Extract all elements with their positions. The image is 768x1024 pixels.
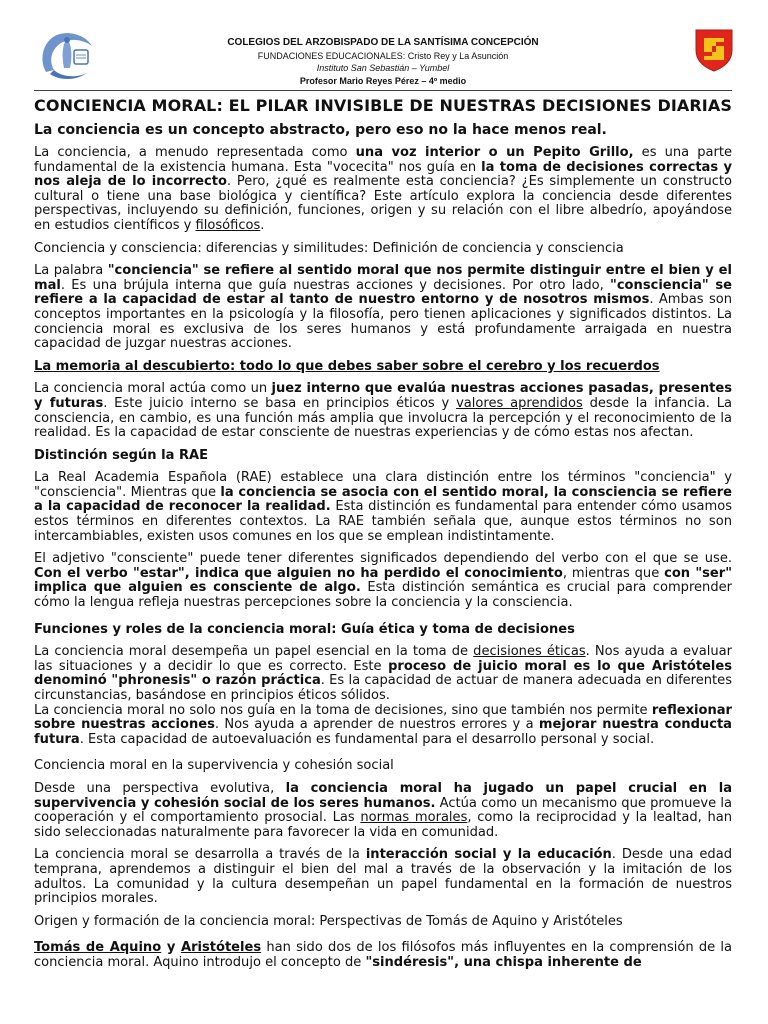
link-tomas-de-aquino[interactable]: Tomás de Aquino (34, 940, 162, 956)
link-aristoteles[interactable]: Aristóteles (180, 940, 262, 956)
paragraph-rae: La Real Academia Española (RAE) establece una clara distinción entre los términos "conciencia" y "consciencia". Mientras que la conciencia se asocia con el sentido moral, la consciencia se refiere a la capacidad de reconocer la realidad. Esta distinción es fundamental para entender cómo usamos estos términos en diferentes contextos. La RAE también señala que, aunque estos términos no son intercambiables, existen usos comunes en los que se emplean indistintamente. (34, 470, 732, 544)
heading-rae: Distinción según la RAE (34, 447, 209, 463)
teacher-line: Profesor Mario Reyes Pérez – 4º medio (299, 75, 467, 86)
document-subtitle: La conciencia es un concepto abstracto, pero eso no la hace menos real. (34, 122, 607, 138)
letterhead (34, 24, 732, 90)
link-memoria-heading[interactable]: La memoria al descubierto: todo lo que debes saber sobre el cerebro y los recuerdos (34, 358, 660, 374)
paragraph-intro: La conciencia, a menudo representada como una voz interior o un Pepito Grillo, es una parte fundamental de la existencia humana. Esta "vocecita" nos guía en la toma de decisiones correctas y nos aleja de lo incorrecto. Pero, ¿qué es realmente esta conciencia? ¿Es simplemente un constructo cultural o tiene una base biológica y científica? Este artículo explora la conciencia desde diferentes perspectivas, incluyendo su definición, funciones, origen y su relación con el libre albedrío, apoyándose en estudios científicos y filosóficos. (34, 145, 732, 233)
foundations-line: FUNDACIONES EDUCACIONALES: Cristo Rey y La Asunción (257, 50, 509, 61)
link-normas-morales[interactable]: normas morales (360, 810, 468, 826)
paragraph-aquino-aristoteles: Tomás de Aquino y Aristóteles han sido dos de los filósofos más influyentes en la comprensión de la conciencia moral. Aquino introdujo el concepto de "sindéresis", una chispa inherente de (34, 940, 733, 970)
paragraph-juez-interno: La conciencia moral actúa como un juez interno que evalúa nuestras acciones pasadas, presentes y futuras. Este juicio interno se basa en principios éticos y valores aprendidos desde la infancia. La consciencia, en cambio, es una función más amplia que involucra la percepción y el reconocimiento de la realidad. Es la capacidad de estar consciente de nuestras experiencias y de cómo estas nos afectan. (34, 381, 732, 441)
letterhead-text (34, 37, 732, 87)
paragraph-definition: La palabra "conciencia" se refiere al sentido moral que nos permite distinguir entre el bien y el mal. Es una brújula interna que guía nuestras acciones y decisiones. Por otro lado, "consciencia" se refiere a la capacidad de estar al tanto de nuestro entorno y de nosotros mismos. Ambas son conceptos importantes en la psicología y la filosofía, pero tienen aplicaciones y significados distintos. La conciencia moral es exclusiva de los seres humanos y está profundamente arraigada en nuestra capacidad de juzgar nuestras acciones. (34, 263, 733, 352)
document-title: CONCIENCIA MORAL: EL PILAR INVISIBLE DE NUESTRAS DECISIONES DIARIAS (34, 96, 732, 115)
header-divider (34, 90, 732, 91)
link-decisiones-eticas[interactable]: decisiones éticas (473, 644, 586, 660)
section-line-origen: Origen y formación de la conciencia moral: Perspectivas de Tomás de Aquino y Aristóteles (34, 913, 623, 929)
paragraph-decisiones-eticas: La conciencia moral desempeña un papel esencial en la toma de decisiones éticas. Nos ayuda a evaluar las situaciones y a decidir lo que es correcto. Este proceso de juicio moral es lo que Aristóteles denominó "phronesis" o razón práctica. Es la capacidad de actuar de manera adecuada en diferentes circunstancias, basándose en principios éticos sólidos. (34, 644, 733, 703)
link-valores-aprendidos[interactable]: valores aprendidos (456, 395, 583, 411)
link-filosoficos[interactable]: filosóficos (195, 217, 261, 233)
paragraph-interaccion-social: La conciencia moral se desarrolla a través de la interacción social y la educación. Desde una edad temprana, aprendemos a distinguir el bien del mal a través de la observación y la imitación de los adultos. La comunidad y la cultura desempeñan un papel fundamental en la formación de nuestros principios morales. (34, 847, 732, 907)
section-line-definition: Conciencia y consciencia: diferencias y similitudes: Definición de conciencia y consciencia (34, 240, 624, 256)
paragraph-evolutiva: Desde una perspectiva evolutiva, la conciencia moral ha jugado un papel crucial en la supervivencia y cohesión social de los seres humanos. Actúa como un mecanismo que promueve la cooperación y el comportamiento prosocial. Las normas morales, como la reciprocidad y la lealtad, han sido seleccionadas naturalmente para favorecer la vida en comunidad. (34, 780, 733, 840)
section-line-supervivencia: Conciencia moral en la supervivencia y cohesión social (34, 758, 394, 774)
institution-name: COLEGIOS DEL ARZOBISPADO DE LA SANTÍSIMA CONCEPCIÓN (227, 37, 539, 48)
heading-funciones: Funciones y roles de la conciencia moral: Guía ética y toma de decisiones (34, 621, 575, 637)
paragraph-consciente: El adjetivo "consciente" puede tener diferentes significados dependiendo del verbo con el que se use. Con el verbo "estar", indica que alguien no ha perdido el conocimiento, mientras que con "ser" implica que alguien es consciente de algo. Esta distinción semántica es crucial para comprender cómo la lengua refleja nuestras percepciones sobre la conciencia y la consciencia. (34, 551, 733, 611)
school-crest-right (692, 26, 736, 72)
document-page (34, 24, 732, 971)
school-name: Instituto San Sebastián – Yumbel (316, 63, 450, 73)
paragraph-reflexion: La conciencia moral no solo nos guía en la toma de decisiones, sino que también nos permite reflexionar sobre nuestras acciones. Nos ayuda a aprender de nuestros errores y a mejorar nuestra conducta futura. Esta capacidad de autoevaluación es fundamental para el desarrollo personal y social. (34, 702, 732, 747)
